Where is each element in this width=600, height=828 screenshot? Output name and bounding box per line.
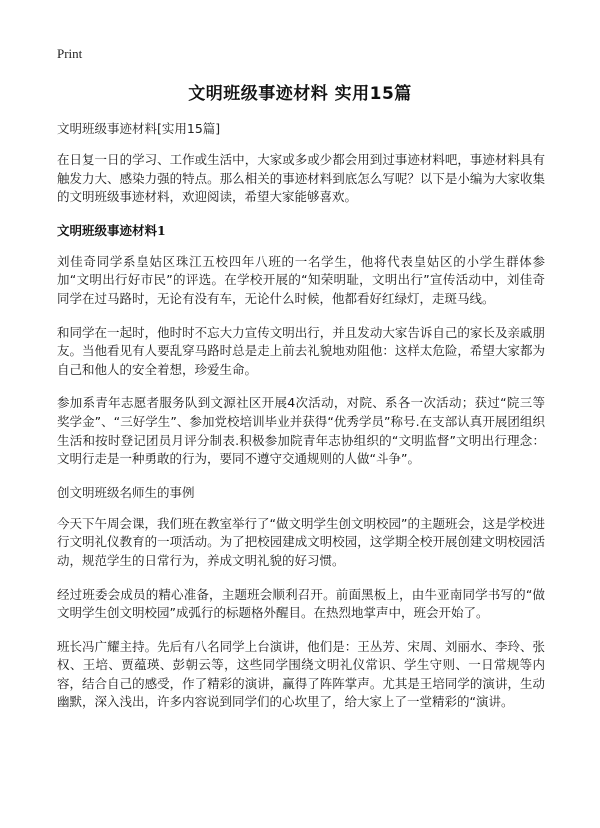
section-heading-2: 创文明班级名师生的事例	[57, 484, 195, 500]
section-heading-1: 文明班级事迹材料1	[57, 222, 166, 238]
paragraph: 今天下午周会课，我们班在教室举行了“做文明学生创文明校园”的主题班会，这是学校进行文明礼仪教育的一项活动。为了把校园建成文明校园，这学期全校开展创建文明校园活动，规范学生的日常行为，养成文明礼貌的好习惯。	[57, 515, 545, 568]
document-subtitle: 文明班级事迹材料[实用15篇]	[57, 121, 221, 136]
paragraph: 经过班委会成员的精心准备，主题班会顺利召开。前面黑板上，由牛亚南同学书写的“做文明学生创文明校园”成弧行的标题格外醒目。在热烈地掌声中，班会开始了。	[57, 586, 545, 621]
paragraph: 参加系青年志愿者服务队到文源社区开展4次活动，对院、系各一次活动；获过“院三等奖学金”、“三好学生”、参加党校培训毕业并获得“优秀学员”称号.在支部认真开展团组织生活和按时登记团员月评分制表.积极参加院青年志协组织的“文明监督”文明出行理念：文明行走是一种勇敢的行为，要同不遵守交通规则的人做“斗争”。	[57, 395, 545, 467]
print-label[interactable]: Print	[57, 46, 83, 61]
document-body	[57, 120, 545, 727]
paragraph: 刘佳奇同学系皇姑区珠江五校四年八班的一名学生，他将代表皇姑区的小学生群体参加“文明出行好市民”的评选。在学校开展的“知荣明耻，文明出行”宣传活动中，刘佳奇同学在过马路时，无论有没有车，无论什么时候，他都看好红绿灯，走斑马线。	[57, 253, 545, 306]
page-title: 文明班级事迹材料 实用15篇	[188, 84, 412, 104]
paragraph: 班长冯广耀主持。先后有八名同学上台演讲，他们是：王丛芳、宋周、刘丽水、李玲、张权、王培、贾蕴瑛、彭朝云等，这些同学围绕文明礼仪常识、学生守则、一日常规等内容，结合自己的感受，作了精彩的演讲，赢得了阵阵掌声。尤其是王培同学的演讲，生动幽默，深入浅出，许多内容说到同学们的心坎里了，给大家上了一堂精彩的“演讲。	[57, 638, 545, 710]
paragraph: 和同学在一起时，他时时不忘大力宣传文明出行，并且发动大家告诉自己的家长及亲戚朋友。当他看见有人要乱穿马路时总是走上前去礼貌地劝阻他：这样太危险，希望大家都为自己和他人的安全着想，珍爱生命。	[57, 324, 545, 377]
intro-paragraph: 在日复一日的学习、工作或生活中，大家或多或少都会用到过事迹材料吧，事迹材料具有触发力大、感染力强的特点。那么相关的事迹材料到底怎么写呢？以下是小编为大家收集的文明班级事迹材料，欢迎阅读，希望大家能够喜欢。	[57, 152, 545, 205]
